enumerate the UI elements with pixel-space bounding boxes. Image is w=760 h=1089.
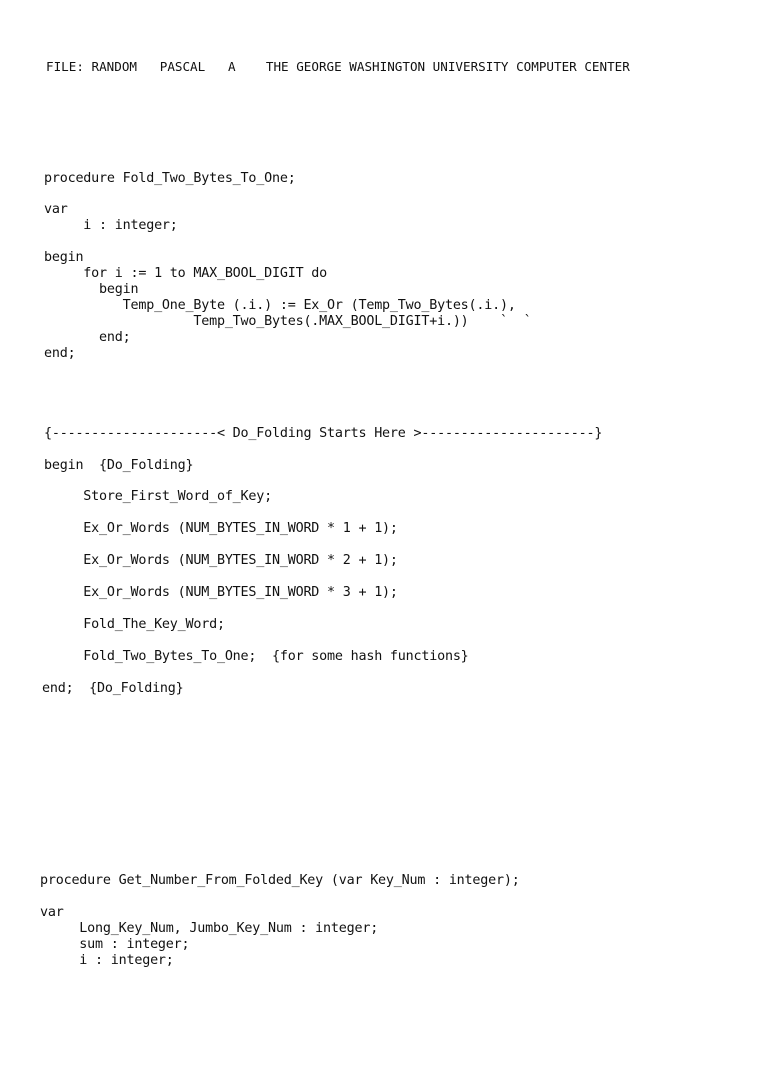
code-line: {---------------------< Do_Folding Starts Here >----------------------}	[44, 426, 603, 441]
code-line: procedure Get_Number_From_Folded_Key (var Key_Num : integer);	[40, 873, 520, 888]
code-line: for i := 1 to MAX_BOOL_DIGIT do	[44, 266, 328, 281]
code-line: sum : integer;	[40, 937, 190, 952]
code-line: i : integer;	[40, 953, 174, 968]
code-line: end;	[44, 330, 131, 345]
code-line: i : integer;	[44, 218, 178, 233]
code-line: Ex_Or_Words (NUM_BYTES_IN_WORD * 2 + 1);	[44, 553, 398, 568]
page-header: FILE: RANDOM PASCAL A THE GEORGE WASHINGTON UNIVERSITY COMPUTER CENTER	[46, 59, 630, 74]
code-line: begin	[44, 282, 139, 297]
code-line: Long_Key_Num, Jumbo_Key_Num : integer;	[40, 921, 379, 936]
code-line: Store_First_Word_of_Key;	[44, 489, 272, 504]
code-line: begin	[44, 250, 84, 265]
code-line: var	[40, 905, 64, 920]
code-line: begin {Do_Folding}	[44, 458, 194, 473]
code-line: Temp_One_Byte (.i.) := Ex_Or (Temp_Two_Bytes(.i.),	[44, 298, 516, 313]
code-line: Temp_Two_Bytes(.MAX_BOOL_DIGIT+i.)) ` `	[44, 314, 532, 329]
code-line: var	[44, 202, 68, 217]
code-line: Ex_Or_Words (NUM_BYTES_IN_WORD * 3 + 1);	[44, 585, 398, 600]
code-line: end; {Do_Folding}	[42, 681, 184, 696]
code-line: Fold_Two_Bytes_To_One; {for some hash functions}	[44, 649, 469, 664]
code-line: Ex_Or_Words (NUM_BYTES_IN_WORD * 1 + 1);	[44, 521, 398, 536]
code-line: end;	[44, 346, 76, 361]
code-line: procedure Fold_Two_Bytes_To_One;	[44, 171, 296, 186]
code-line: Fold_The_Key_Word;	[44, 617, 225, 632]
